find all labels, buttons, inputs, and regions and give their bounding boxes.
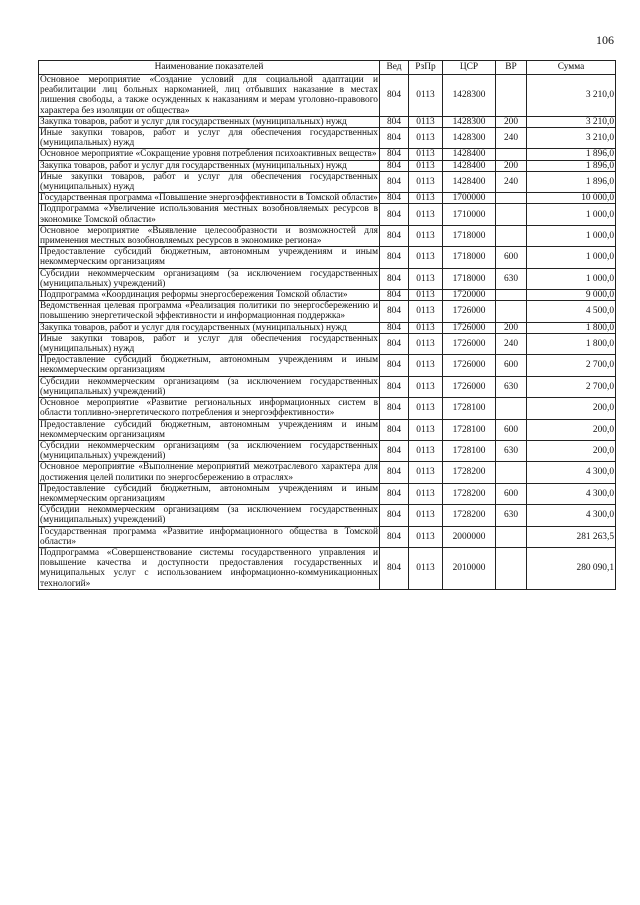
row-vr (496, 225, 527, 246)
row-csr: 1700000 (443, 193, 496, 204)
row-ved: 804 (380, 268, 409, 289)
row-name: Ведомственная целевая программа «Реализация политики по энергосбережению и повышению энергетической эффективности и информационная поддержка» (40, 301, 378, 322)
row-name: Субсидии некоммерческим организациям (за исключением государственных (муниципальных) учреждений) (40, 268, 378, 289)
row-csr: 1718000 (443, 225, 496, 246)
table-row (39, 333, 616, 354)
header-rzpr: РзПр (409, 61, 443, 75)
row-rzpr: 0113 (409, 547, 443, 589)
row-rzpr: 0113 (409, 462, 443, 483)
table-row (39, 268, 616, 289)
row-vr: 630 (496, 268, 527, 289)
table-row (39, 160, 616, 171)
row-csr: 1428400 (443, 160, 496, 171)
row-ved: 804 (380, 505, 409, 526)
row-sum: 9 000,0 (527, 290, 616, 301)
row-vr (496, 547, 527, 589)
row-rzpr: 0113 (409, 128, 443, 149)
row-csr: 1428300 (443, 128, 496, 149)
row-vr: 630 (496, 505, 527, 526)
table-row (39, 483, 616, 504)
row-sum: 1 000,0 (527, 204, 616, 225)
row-csr: 1726000 (443, 322, 496, 333)
header-sum: Сумма (527, 61, 616, 75)
row-rzpr: 0113 (409, 376, 443, 397)
row-name: Субсидии некоммерческим организациям (за исключением государственных (муниципальных) учреждений) (40, 505, 378, 526)
row-rzpr: 0113 (409, 204, 443, 225)
table-row (39, 440, 616, 461)
table-body (39, 75, 616, 590)
row-vr: 200 (496, 116, 527, 127)
row-rzpr: 0113 (409, 355, 443, 376)
row-ved: 804 (380, 149, 409, 160)
row-ved: 804 (380, 193, 409, 204)
row-name: Подпрограмма «Совершенствование системы государственного управления и повышение качества и доступности предоставления государственных и муниципальных услуг с использованием информационно-коммуникационных технологий» (40, 547, 378, 589)
row-sum: 1 000,0 (527, 247, 616, 268)
header-name: Наименование показателей (39, 61, 380, 75)
row-sum: 1 896,0 (527, 171, 616, 192)
row-ved: 804 (380, 526, 409, 547)
row-sum: 4 300,0 (527, 462, 616, 483)
row-name: Подпрограмма «Увеличение использования местных возобновляемых ресурсов в экономике Томской области» (40, 204, 378, 225)
row-ved: 804 (380, 462, 409, 483)
row-csr: 1726000 (443, 376, 496, 397)
row-name: Иные закупки товаров, работ и услуг для обеспечения государственных (муниципальных) нужд (40, 333, 378, 355)
row-sum: 10 000,0 (527, 193, 616, 204)
row-csr: 1428300 (443, 116, 496, 127)
row-vr: 240 (496, 128, 527, 149)
row-vr (496, 526, 527, 547)
row-ved: 804 (380, 75, 409, 117)
row-sum: 280 090,1 (527, 547, 616, 589)
table-row (39, 547, 616, 589)
row-ved: 804 (380, 301, 409, 322)
row-vr: 600 (496, 483, 527, 504)
row-rzpr: 0113 (409, 398, 443, 419)
table-row (39, 75, 616, 117)
row-csr: 1726000 (443, 333, 496, 354)
row-vr: 240 (496, 171, 527, 192)
row-sum: 1 800,0 (527, 322, 616, 333)
row-ved: 804 (380, 440, 409, 461)
row-vr: 630 (496, 376, 527, 397)
row-name: Предоставление субсидий бюджетным, автономным учреждениям и иным некоммерческим организациям (40, 483, 378, 504)
row-vr (496, 204, 527, 225)
row-sum: 1 000,0 (527, 268, 616, 289)
row-rzpr: 0113 (409, 290, 443, 301)
row-ved: 804 (380, 355, 409, 376)
row-csr: 1718000 (443, 247, 496, 268)
table-row (39, 247, 616, 268)
row-ved: 804 (380, 547, 409, 589)
table-row (39, 301, 616, 322)
row-vr: 600 (496, 419, 527, 440)
row-name: Предоставление субсидий бюджетным, автономным учреждениям и иным некоммерческим организациям (40, 419, 378, 440)
row-rzpr: 0113 (409, 483, 443, 504)
row-csr: 1728200 (443, 462, 496, 483)
table-header-row (39, 61, 616, 75)
row-sum: 1 000,0 (527, 225, 616, 246)
row-csr: 1728200 (443, 483, 496, 504)
table-row (39, 149, 616, 160)
row-name: Государственная программа «Развитие информационного общества в Томской области» (40, 526, 378, 547)
row-ved: 804 (380, 290, 409, 301)
row-vr (496, 149, 527, 160)
row-vr: 240 (496, 333, 527, 354)
row-rzpr: 0113 (409, 75, 443, 117)
row-vr: 630 (496, 440, 527, 461)
row-vr: 600 (496, 355, 527, 376)
table-row (39, 462, 616, 483)
table-row (39, 376, 616, 397)
table-row (39, 398, 616, 419)
row-ved: 804 (380, 247, 409, 268)
row-ved: 804 (380, 128, 409, 149)
table-row (39, 204, 616, 225)
header-ved: Вед (380, 61, 409, 75)
row-sum: 4 300,0 (527, 505, 616, 526)
table-row (39, 505, 616, 526)
row-sum: 2 700,0 (527, 355, 616, 376)
row-rzpr: 0113 (409, 526, 443, 547)
row-name: Закупка товаров, работ и услуг для государственных (муниципальных) нужд (39, 116, 380, 127)
row-name: Предоставление субсидий бюджетным, автономным учреждениям и иным некоммерческим организациям (40, 355, 378, 376)
row-csr: 2000000 (443, 526, 496, 547)
row-name: Основное мероприятие «Выявление целесообразности и возможностей для применения местных возобновляемых ресурсов в экономике региона» (40, 225, 378, 247)
row-ved: 804 (380, 483, 409, 504)
row-csr: 1728100 (443, 440, 496, 461)
row-csr: 1428300 (443, 75, 496, 117)
row-csr: 1728200 (443, 505, 496, 526)
row-ved: 804 (380, 322, 409, 333)
table-row (39, 128, 616, 149)
row-name: Субсидии некоммерческим организациям (за исключением государственных (муниципальных) учреждений) (40, 440, 378, 462)
row-sum: 200,0 (527, 419, 616, 440)
row-ved: 804 (380, 333, 409, 354)
row-csr: 1428400 (443, 171, 496, 192)
row-sum: 3 210,0 (527, 75, 616, 117)
table-row (39, 116, 616, 127)
row-rzpr: 0113 (409, 301, 443, 322)
row-sum: 1 896,0 (527, 160, 616, 171)
row-rzpr: 0113 (409, 322, 443, 333)
row-rzpr: 0113 (409, 149, 443, 160)
row-vr (496, 193, 527, 204)
header-vr: ВР (496, 61, 527, 75)
row-name: Основное мероприятие «Создание условий для социальной адаптации и реабилитации лиц больных наркоманией, лиц отбывших наказание в местах лишения свободы, а также осужденных к наказаниям и мерам уголовно-правового характера без изоляции от общества» (40, 75, 378, 116)
row-csr: 1728100 (443, 419, 496, 440)
row-vr (496, 462, 527, 483)
row-ved: 804 (380, 376, 409, 397)
table-row (39, 171, 616, 192)
row-rzpr: 0113 (409, 193, 443, 204)
row-name: Государственная программа «Повышение энергоэффективности в Томской области» (40, 193, 378, 204)
row-rzpr: 0113 (409, 160, 443, 171)
row-sum: 200,0 (527, 398, 616, 419)
table-row (39, 225, 616, 246)
row-sum: 1 800,0 (527, 333, 616, 354)
row-sum: 3 210,0 (527, 116, 616, 127)
row-name: Основное мероприятие «Выполнение мероприятий межотраслевого характера для достижения целей политики по энергосбережению в отраслях» (40, 462, 378, 483)
row-name: Иные закупки товаров, работ и услуг для обеспечения государственных (муниципальных) нужд (40, 128, 378, 149)
row-ved: 804 (380, 398, 409, 419)
row-ved: 804 (380, 225, 409, 246)
row-name: Предоставление субсидий бюджетным, автономным учреждениям и иным некоммерческим организациям (40, 247, 378, 268)
row-vr: 200 (496, 322, 527, 333)
row-sum: 200,0 (527, 440, 616, 461)
row-vr: 600 (496, 247, 527, 268)
row-name: Основное мероприятие «Развитие региональных информационных систем в области топливно-энергетического потребления и энергоэффективности» (40, 398, 378, 419)
row-sum: 3 210,0 (527, 128, 616, 149)
row-csr: 1720000 (443, 290, 496, 301)
table-row (39, 419, 616, 440)
table-row (39, 355, 616, 376)
table-row (39, 290, 616, 301)
row-ved: 804 (380, 171, 409, 192)
row-sum: 281 263,5 (527, 526, 616, 547)
budget-table (38, 60, 616, 590)
row-sum: 2 700,0 (527, 376, 616, 397)
row-rzpr: 0113 (409, 333, 443, 354)
row-name: Закупка товаров, работ и услуг для государственных (муниципальных) нужд (39, 160, 380, 171)
row-name: Подпрограмма «Координация реформы энергосбережения Томской области» (39, 290, 380, 301)
row-csr: 1718000 (443, 268, 496, 289)
row-rzpr: 0113 (409, 268, 443, 289)
row-rzpr: 0113 (409, 247, 443, 268)
row-name: Закупка товаров, работ и услуг для государственных (муниципальных) нужд (39, 322, 380, 333)
row-rzpr: 0113 (409, 440, 443, 461)
row-csr: 1710000 (443, 204, 496, 225)
row-sum: 4 500,0 (527, 301, 616, 322)
row-rzpr: 0113 (409, 171, 443, 192)
row-sum: 1 896,0 (527, 149, 616, 160)
row-csr: 1728100 (443, 398, 496, 419)
row-vr (496, 290, 527, 301)
table-row (39, 193, 616, 204)
table-row (39, 526, 616, 547)
row-vr (496, 75, 527, 117)
row-csr: 1726000 (443, 355, 496, 376)
row-csr: 1428400 (443, 149, 496, 160)
row-rzpr: 0113 (409, 225, 443, 246)
row-rzpr: 0113 (409, 419, 443, 440)
header-csr: ЦСР (443, 61, 496, 75)
table-row (39, 322, 616, 333)
row-sum: 4 300,0 (527, 483, 616, 504)
row-ved: 804 (380, 160, 409, 171)
row-rzpr: 0113 (409, 505, 443, 526)
row-vr (496, 398, 527, 419)
row-name: Иные закупки товаров, работ и услуг для обеспечения государственных (муниципальных) нужд (40, 171, 378, 193)
row-vr (496, 301, 527, 322)
row-ved: 804 (380, 204, 409, 225)
row-ved: 804 (380, 116, 409, 127)
row-ved: 804 (380, 419, 409, 440)
page-number: 106 (596, 33, 614, 47)
row-vr: 200 (496, 160, 527, 171)
row-rzpr: 0113 (409, 116, 443, 127)
row-name: Субсидии некоммерческим организациям (за исключением государственных (муниципальных) учреждений) (40, 376, 378, 397)
row-name: Основное мероприятие «Сокращение уровня потребления психоактивных веществ» (39, 149, 380, 160)
row-csr: 2010000 (443, 547, 496, 589)
row-csr: 1726000 (443, 301, 496, 322)
